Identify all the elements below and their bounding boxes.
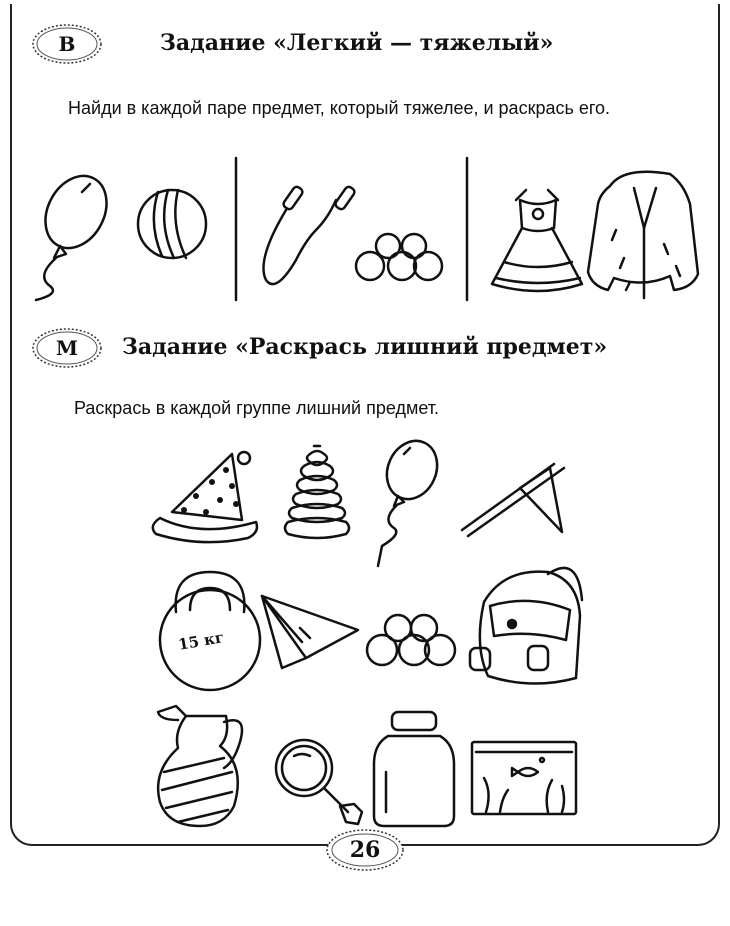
flag-icon <box>462 464 564 536</box>
task-instruction: Найди в каждой паре предмет, который тяжелее, и раскрась его. <box>68 98 611 118</box>
dumbbells-icon <box>367 615 455 665</box>
magnifying-glass-icon <box>276 740 362 824</box>
page-number-badge <box>325 828 405 872</box>
task-title: Задание «Легкий — тяжелый» <box>160 30 554 56</box>
task-title: Задание «Раскрась лишний предмет» <box>122 334 608 360</box>
paper-airplane-icon <box>262 596 358 668</box>
task-letter: М <box>55 336 79 360</box>
party-hat-icon <box>153 452 257 542</box>
stacking-pyramid-icon <box>285 446 349 538</box>
task-instruction: Раскрась в каждой группе лишний предмет. <box>74 398 439 418</box>
balloon-icon <box>378 433 446 566</box>
backpack-icon <box>470 568 582 684</box>
jug-icon <box>158 706 242 826</box>
task-letter: В <box>58 32 76 56</box>
glass-jar-icon <box>374 712 454 826</box>
aquarium-icon <box>472 742 576 814</box>
page-number: 26 <box>349 837 381 863</box>
kettlebell-label: 15 кг <box>176 628 226 654</box>
